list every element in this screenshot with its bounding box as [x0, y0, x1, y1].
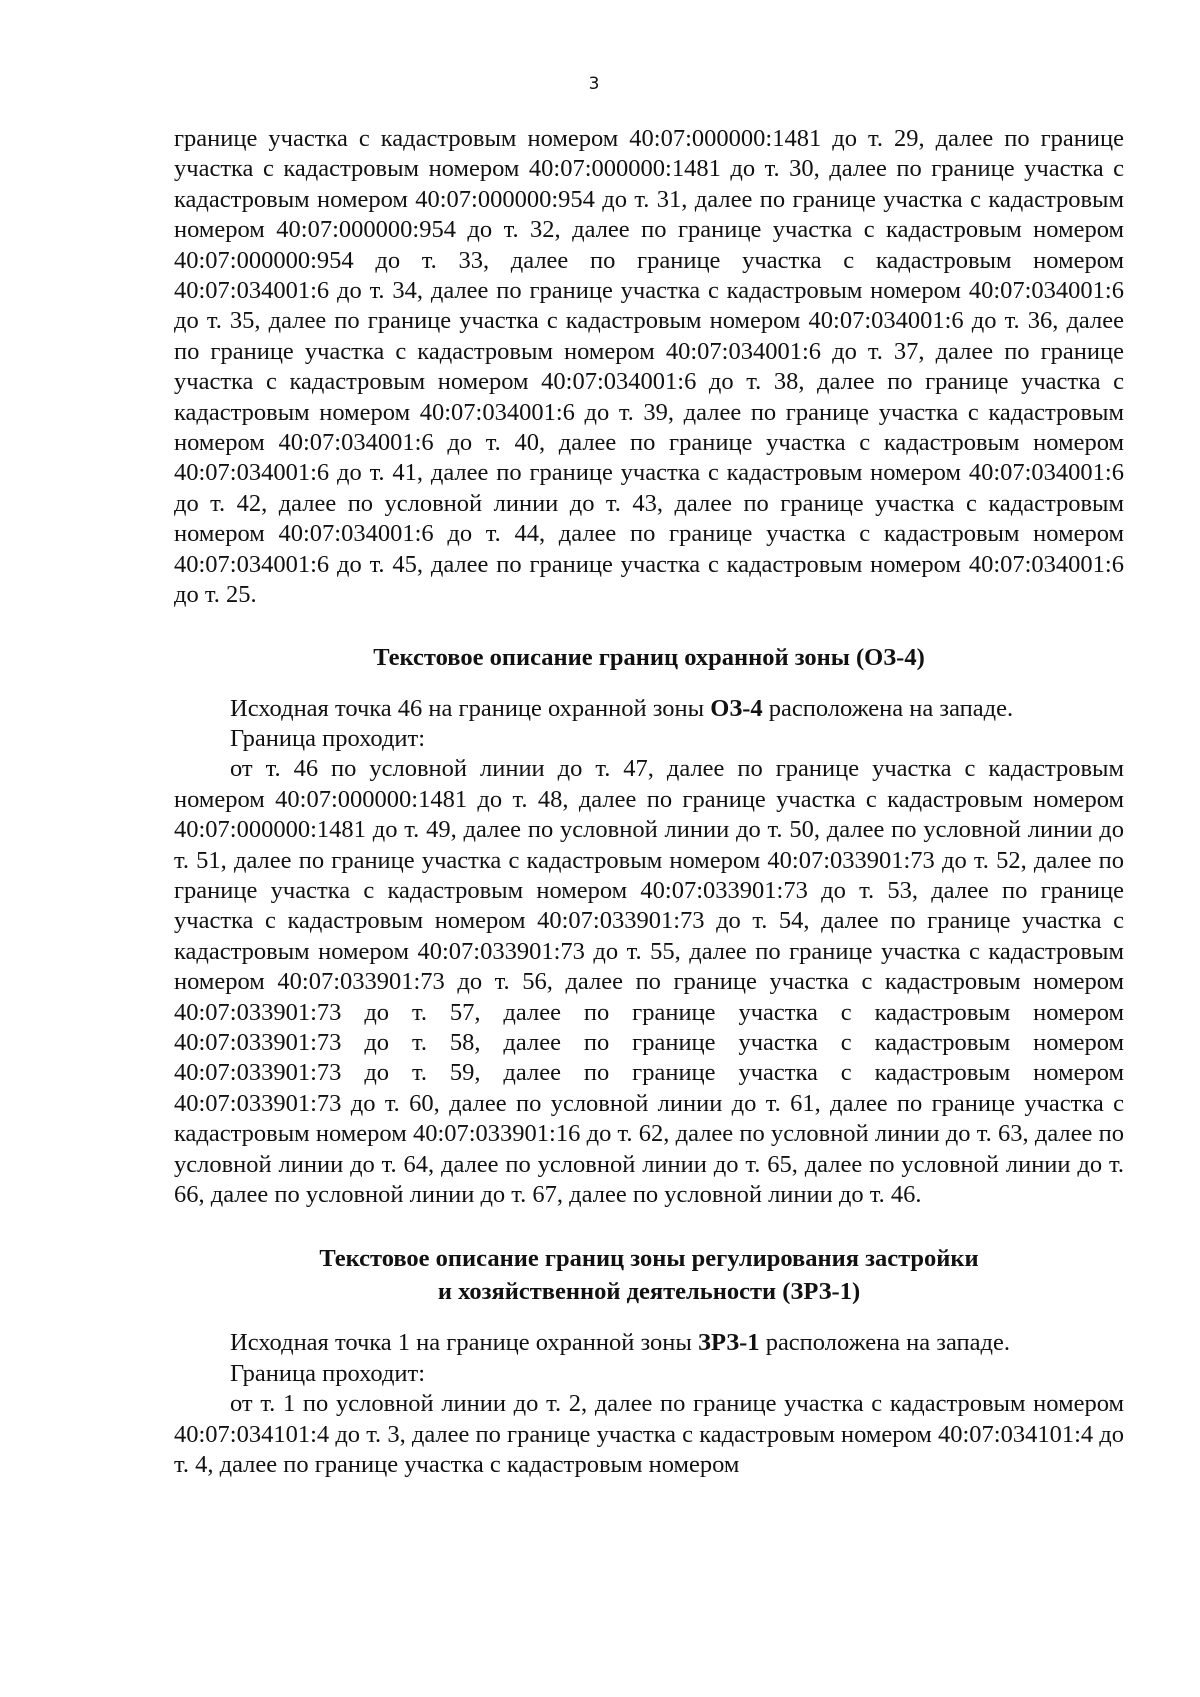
oz4-boundary-description: от т. 46 по условной линии до т. 47, далее по границе участка с кадастровым номером 40:07:000000:1481 до т. 48, далее по границе участка с кадастровым номером 40:07:000000:1481 до т. 49, далее по условной линии до т. 50, далее по условной линии до т. 51, далее по границе участка с кадастровым номером 40:07:033901:73 до т. 52, далее по границе участка с кадастровым номером 40:07:033901:73 до т. 53, далее по границе участка с кадастровым номером 40:07:033901:73 до т. 54, далее по границе участка с кадастровым номером 40:07:033901:73 до т. 55, далее по границе участка с кадастровым номером 40:07:033901:73 до т. 56, далее по границе участка с кадастровым номером 40:07:033901:73 до т. 57, далее по границе участка с кадастровым номером 40:07:033901:73 до т. 58, далее по границе участка с кадастровым номером 40:07:033901:73 до т. 59, далее по границе участка с кадастровым номером 40:07:033901:73 до т. 60, далее по условной линии до т. 61, далее по границе участка с кадастровым номером 40:07:033901:16 до т. 62, далее по условной линии до т. 63, далее по условной линии до т. 64, далее по условной линии до т. 65, далее по условной линии до т. 66, далее по условной линии до т. 67, далее по условной линии до т. 46.: [174, 755, 1124, 1208]
oz4-start-point: [174, 694, 1124, 724]
section-heading-zrz1: [174, 1242, 1124, 1308]
zrz1-start-location: расположена на западе.: [759, 1329, 1010, 1357]
oz4-start-text: Исходная точка 46 на границе охранной зоны: [230, 694, 711, 722]
section-heading-oz4: Текстовое описание границ охранной зоны (ОЗ-4): [373, 643, 925, 671]
oz4-boundary-label: Граница проходит:: [230, 724, 426, 752]
zrz1-start-text: Исходная точка 1 на границе охранной зоны: [230, 1329, 699, 1357]
oz4-start-location: расположена на западе.: [762, 694, 1014, 722]
page-number: 3: [588, 74, 600, 94]
document-body: [174, 124, 1124, 1480]
zrz1-heading-line2: и хозяйственной деятельности (ЗРЗ-1): [437, 1278, 861, 1306]
zrz1-heading-line1: Текстовое описание границ зоны регулирования застройки: [319, 1245, 979, 1273]
zrz1-zone-code: ЗРЗ-1: [698, 1329, 760, 1357]
zrz1-boundary-description: от т. 1 по условной линии до т. 2, далее по границе участка с кадастровым номером 40:07:034101:4 до т. 3, далее по границе участка с кадастровым номером 40:07:034101:4 до т. 4, далее по границе участка с кадастровым номером: [174, 1390, 1124, 1479]
continued-paragraph: границе участка с кадастровым номером 40:07:000000:1481 до т. 29, далее по границе участка с кадастровым номером 40:07:000000:1481 до т. 30, далее по границе участка с кадастровым номером 40:07:000000:954 до т. 31, далее по границе участка с кадастровым номером 40:07:000000:954 до т. 32, далее по границе участка с кадастровым номером 40:07:000000:954 до т. 33, далее по границе участка с кадастровым номером 40:07:034001:6 до т. 34, далее по границе участка с кадастровым номером 40:07:034001:6 до т. 35, далее по границе участка с кадастровым номером 40:07:034001:6 до т. 36, далее по границе участка с кадастровым номером 40:07:034001:6 до т. 37, далее по границе участка с кадастровым номером 40:07:034001:6 до т. 38, далее по границе участка с кадастровым номером 40:07:034001:6 до т. 39, далее по границе участка с кадастровым номером 40:07:034001:6 до т. 40, далее по границе участка с кадастровым номером 40:07:034001:6 до т. 41, далее по границе участка с кадастровым номером 40:07:034001:6 до т. 42, далее по условной линии до т. 43, далее по границе участка с кадастровым номером 40:07:034001:6 до т. 44, далее по границе участка с кадастровым номером 40:07:034001:6 до т. 45, далее по границе участка с кадастровым номером 40:07:034001:6 до т. 25.: [174, 125, 1124, 609]
zrz1-start-point: [174, 1328, 1124, 1358]
zrz1-boundary-label: Граница проходит:: [230, 1359, 426, 1387]
oz4-zone-code: ОЗ-4: [710, 694, 763, 722]
